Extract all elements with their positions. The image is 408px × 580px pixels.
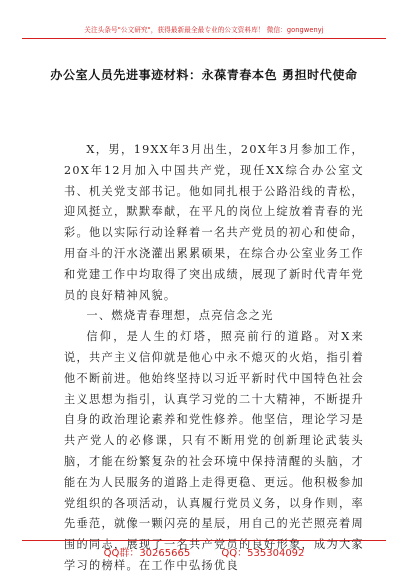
- footer-divider: [22, 540, 386, 541]
- header-banner: 关注头条号"公文研究"，获得最新最全最专业的公文资料库！ 微信：gongwenyj: [84, 26, 324, 34]
- section-heading: 一、燃烧青春理想，点亮信念之光: [86, 309, 274, 323]
- document-body: [64, 140, 364, 577]
- intro-paragraph: X，男，19XX年3月出生，20X年3月参加工作，20X年12月加入中国共产党，现任XX综合办公室文书、机关党支部书记。他如同扎根于公路沿线的青松，迎风挺立，默默奉献，在平凡的岗位上绽放着青春的光彩。他以实际行动诠释着一名共产党员的初心和使命，用奋斗的汗水浇灌出累累硕果，在综合办公室业务工作和党建工作中均取得了突出成绩，展现了新时代青年党员的良好精神风貌。: [64, 143, 364, 302]
- qq-number: QQ：535304092: [221, 548, 305, 559]
- qq-group-number: QQ群：30265665: [103, 548, 191, 559]
- header-divider: [22, 38, 386, 39]
- document-title: 办公室人员先进事迹材料：永葆青春本色 勇担时代使命: [50, 68, 358, 82]
- footer-contact: [0, 544, 408, 559]
- body-paragraph: 信仰，是人生的灯塔，照亮前行的道路。对X来说，共产主义信仰就是他心中永不熄灭的火焰，指引着他不断前进。他始终坚持以习近平新时代中国特色社会主义思想为指引，认真学习党的二十大精神，不断提升自身的政治理论素养和党性修养。他坚信，理论学习是共产党人的必修课，只有不断用党的创新理论武装头脑，才能在纷繁复杂的社会环境中保持清醒的头脑，才能在为人民服务的道路上走得更稳、更远。他积极参加党组织的各项活动，认真履行党员义务，以身作则，率先垂范，就像一颗闪亮的星辰，用自己的光芒照亮着周围的同志，展现了一名共产党员的良好形象，成为大家学习的榜样。在工作中弘扬优良: [64, 330, 364, 572]
